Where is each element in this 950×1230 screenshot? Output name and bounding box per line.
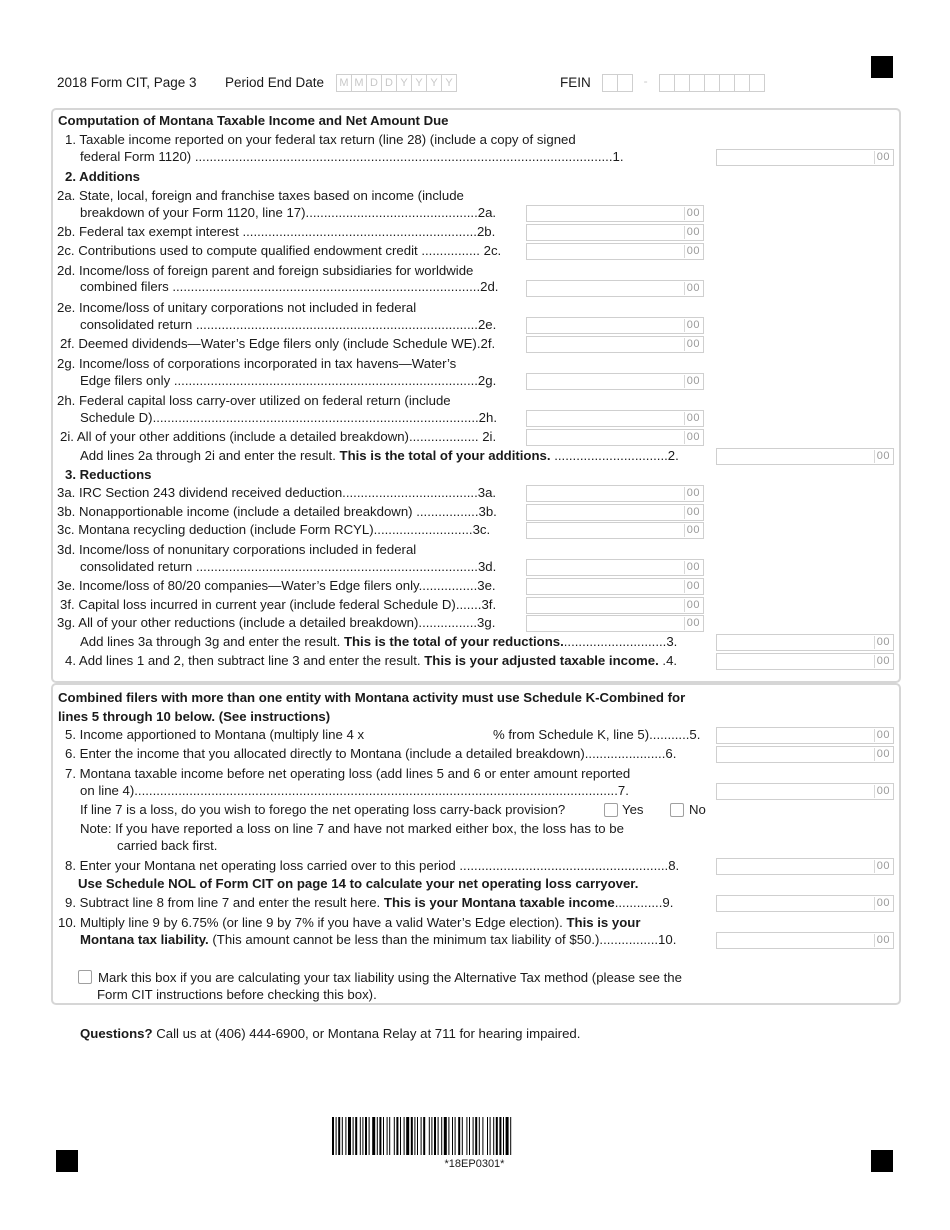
period-date-cell[interactable]: Y [411, 74, 427, 92]
line-2i-input[interactable]: 00 [526, 429, 704, 446]
line-10-label: 10. Multiply line 9 by 6.75% (or line 9 by 7% if you have a valid Water’s Edge election). This is your [58, 915, 641, 930]
period-date-cell[interactable]: M [351, 74, 367, 92]
barcode-bar [479, 1117, 480, 1155]
line-2-total-input[interactable]: 00 [716, 448, 894, 465]
line-10-input[interactable]: 00 [716, 932, 894, 949]
line-2a-input[interactable]: 00 [526, 205, 704, 222]
barcode-bar [345, 1117, 346, 1155]
line-8-label: 8. Enter your Montana net operating loss carried over to this period .........................................................8. [65, 858, 680, 873]
line-5-label-cont: % from Schedule K, line 5)...........5. [493, 727, 701, 742]
barcode-bar [473, 1117, 474, 1155]
line-5-label: 5. Income apportioned to Montana (multiply line 4 x [65, 727, 365, 742]
barcode-bar [372, 1117, 375, 1155]
barcode-bar [438, 1117, 439, 1155]
period-date-cell[interactable]: M [336, 74, 352, 92]
forego-no-checkbox[interactable] [670, 803, 684, 817]
line-6-input[interactable]: 00 [716, 746, 894, 763]
barcode-bar [429, 1117, 430, 1155]
barcode-bar [434, 1117, 436, 1155]
line-1-input[interactable]: 00 [716, 149, 894, 166]
line-2-total-label: Add lines 2a through 2i and enter the result. This is the total of your additions. ...............................2. [80, 448, 679, 463]
line-7-label-cont: on line 4)....................................................................................................................................7. [80, 783, 629, 798]
line-2b-input[interactable]: 00 [526, 224, 704, 241]
alternative-tax-label-cont: Form CIT instructions before checking this box). [97, 987, 377, 1002]
barcode-bar [441, 1117, 442, 1155]
barcode-bar [336, 1117, 337, 1155]
barcode-bar [338, 1117, 340, 1155]
line-5-input[interactable]: 00 [716, 727, 894, 744]
barcode-bar [379, 1117, 381, 1155]
line-2a-label: 2a. State, local, foreign and franchise taxes based on income (include [57, 188, 464, 203]
line-2d-input[interactable]: 00 [526, 280, 704, 297]
barcode-bar [365, 1117, 367, 1155]
line-2c-input[interactable]: 00 [526, 243, 704, 260]
period-end-date-input[interactable] [336, 74, 456, 92]
additions-heading: 2. Additions [65, 169, 140, 184]
period-date-cell[interactable]: D [381, 74, 397, 92]
barcode-bar [417, 1117, 418, 1155]
period-date-cell[interactable]: Y [396, 74, 412, 92]
barcode-bar [466, 1117, 467, 1155]
barcode [332, 1117, 617, 1155]
line-3g-input[interactable]: 00 [526, 615, 704, 632]
barcode-bar [400, 1117, 401, 1155]
line-2i-label: 2i. All of your other additions (include a detailed breakdown)................... 2i. [60, 429, 497, 444]
line-3a-input[interactable]: 00 [526, 485, 704, 502]
alternative-tax-label: Mark this box if you are calculating your tax liability using the Alternative Tax method (please see the [98, 970, 682, 985]
forego-yes-checkbox[interactable] [604, 803, 618, 817]
note-text: Note: If you have reported a loss on line 7 and have not marked either box, the loss has to be [80, 821, 624, 836]
section2-intro-cont: lines 5 through 10 below. (See instructions) [58, 709, 331, 724]
questions-text: Questions? Call us at (406) 444-6900, or Montana Relay at 711 for hearing impaired. [80, 1026, 581, 1041]
barcode-bar [482, 1117, 483, 1155]
barcode-bar [369, 1117, 370, 1155]
line-2g-input[interactable]: 00 [526, 373, 704, 390]
line-2e-label: 2e. Income/loss of unitary corporations not included in federal [57, 300, 417, 315]
barcode-bar [404, 1117, 405, 1155]
forego-question: If line 7 is a loss, do you wish to forego the net operating loss carry-back provision? [80, 802, 566, 817]
barcode-bar [387, 1117, 388, 1155]
line-2e-label-cont: consolidated return .............................................................................2e. [80, 317, 497, 332]
line-3c-label: 3c. Montana recycling deduction (include Form RCYL)...........................3c. [57, 522, 491, 537]
barcode-bar [353, 1117, 354, 1155]
line-3f-input[interactable]: 00 [526, 597, 704, 614]
line-4-label: 4. Add lines 1 and 2, then subtract line 3 and enter the result. This is your adjusted taxable income. .4. [65, 653, 678, 668]
line-2e-input[interactable]: 00 [526, 317, 704, 334]
line-2h-label-cont: Schedule D).........................................................................................2h. [80, 410, 497, 425]
registration-mark-bottom-right [871, 1150, 893, 1172]
barcode-bar [421, 1117, 422, 1155]
barcode-bar [510, 1117, 511, 1155]
line-2d-label: 2d. Income/loss of foreign parent and foreign subsidiaries for worldwide [57, 263, 474, 278]
fein-input[interactable] [602, 74, 764, 95]
line-2f-input[interactable]: 00 [526, 336, 704, 353]
line-2g-label-cont: Edge filers only ...................................................................................2g. [80, 373, 497, 388]
forego-no-label: No [689, 802, 706, 817]
line-1-label-cont: federal Form 1120) ..................................................................................................................1. [80, 149, 624, 164]
line-2g-label: 2g. Income/loss of corporations incorporated in tax havens—Water’s [57, 356, 457, 371]
line-3e-input[interactable]: 00 [526, 578, 704, 595]
barcode-bar [493, 1117, 494, 1155]
barcode-bar [360, 1117, 361, 1155]
section1-title: Computation of Montana Taxable Income and Net Amount Due [58, 113, 449, 128]
registration-mark-bottom-left [56, 1150, 78, 1172]
line-3-total-input[interactable]: 00 [716, 634, 894, 651]
barcode-bar [389, 1117, 390, 1155]
barcode-bar [458, 1117, 460, 1155]
forego-yes-label: Yes [622, 802, 644, 817]
line-6-label: 6. Enter the income that you allocated directly to Montana (include a detailed breakdown)......................6. [65, 746, 677, 761]
barcode-bar [342, 1117, 343, 1155]
note-text-cont: carried back first. [117, 838, 218, 853]
line-10-label-cont: Montana tax liability. (This amount cannot be less than the minimum tax liability of $50.)................10. [80, 932, 677, 947]
barcode-bar [406, 1117, 409, 1155]
line-3b-input[interactable]: 00 [526, 504, 704, 521]
barcode-bar [423, 1117, 425, 1155]
barcode-bar [411, 1117, 413, 1155]
barcode-bar [506, 1117, 509, 1155]
line-2f-label: 2f. Deemed dividends—Water’s Edge filers only (include Schedule WE).2f. [60, 336, 496, 351]
line-7-input[interactable]: 00 [716, 783, 894, 800]
fein-dash: - [643, 74, 648, 88]
line-2c-label: 2c. Contributions used to compute qualified endowment credit ................ 2c. [57, 243, 502, 258]
barcode-bar [475, 1117, 477, 1155]
barcode-bar [383, 1117, 384, 1155]
barcode-bar [377, 1117, 378, 1155]
period-date-cell[interactable]: D [366, 74, 382, 92]
line-3d-label: 3d. Income/loss of nonunitary corporations included in federal [57, 542, 417, 557]
barcode-bar [355, 1117, 357, 1155]
barcode-bar [455, 1117, 456, 1155]
barcode-text: *18EP0301* [444, 1158, 505, 1170]
barcode-bar [503, 1117, 504, 1155]
fein-label: FEIN [560, 75, 591, 90]
barcode-bar [462, 1117, 463, 1155]
line-9-label: 9. Subtract line 8 from line 7 and enter the result here. This is your Montana taxable income.............9. [65, 895, 674, 910]
line-7-label: 7. Montana taxable income before net operating loss (add lines 5 and 6 or enter amount reported [65, 766, 631, 781]
form-page-label: 2018 Form CIT, Page 3 [57, 75, 197, 90]
barcode-bar [469, 1117, 470, 1155]
period-date-cell[interactable]: Y [426, 74, 442, 92]
line-2a-label-cont: breakdown of your Form 1120, line 17)...............................................2a. [80, 205, 497, 220]
line-3d-input[interactable]: 00 [526, 559, 704, 576]
barcode-bar [348, 1117, 351, 1155]
line-2b-label: 2b. Federal tax exempt interest ................................................................2b. [57, 224, 496, 239]
line-8-input[interactable]: 00 [716, 858, 894, 875]
barcode-bar [496, 1117, 498, 1155]
line-2h-label: 2h. Federal capital loss carry-over utilized on federal return (include [57, 393, 451, 408]
line-3e-label: 3e. Income/loss of 80/20 companies—Water’s Edge filers only................3e. [57, 578, 496, 593]
period-date-cell[interactable]: Y [441, 74, 457, 92]
barcode-bar [487, 1117, 488, 1155]
barcode-bar [499, 1117, 501, 1155]
line-4-input[interactable]: 00 [716, 653, 894, 670]
line-3f-label: 3f. Capital loss incurred in current year (include federal Schedule D).......3f. [60, 597, 497, 612]
barcode-bar [394, 1117, 395, 1155]
barcode-bar [431, 1117, 432, 1155]
line-3-total-label: Add lines 3a through 3g and enter the result. This is the total of your reductions.............................3. [80, 634, 678, 649]
barcode-bar [332, 1117, 334, 1155]
line-1-label: 1. Taxable income reported on your federal tax return (line 28) (include a copy of signed [65, 132, 576, 147]
period-end-label: Period End Date [225, 75, 325, 90]
reductions-heading: 3. Reductions [65, 467, 152, 482]
line-2d-label-cont: combined filers ....................................................................................2d. [80, 279, 499, 294]
line-3d-label-cont: consolidated return .............................................................................3d. [80, 559, 497, 574]
line-3a-label: 3a. IRC Section 243 dividend received deduction.....................................3a. [57, 485, 497, 500]
line-2h-input[interactable]: 00 [526, 410, 704, 427]
line-8-note: Use Schedule NOL of Form CIT on page 14 to calculate your net operating loss carryover. [78, 876, 639, 891]
barcode-bar [448, 1117, 449, 1155]
alternative-tax-checkbox[interactable] [78, 970, 92, 984]
registration-mark-top-right [871, 56, 893, 78]
line-3b-label: 3b. Nonapportionable income (include a detailed breakdown) .................3b. [57, 504, 497, 519]
section2-intro: Combined filers with more than one entity with Montana activity must use Schedule K-Combined for [58, 690, 686, 705]
barcode-bar [414, 1117, 415, 1155]
barcode-bar [452, 1117, 453, 1155]
barcode-bar [490, 1117, 491, 1155]
line-9-input[interactable]: 00 [716, 895, 894, 912]
barcode-bar [396, 1117, 398, 1155]
barcode-bar [362, 1117, 363, 1155]
barcode-bar [444, 1117, 447, 1155]
line-3g-label: 3g. All of your other reductions (include a detailed breakdown)................3g. [57, 615, 496, 630]
line-5-percent-input[interactable] [397, 727, 489, 744]
line-3c-input[interactable]: 00 [526, 522, 704, 539]
